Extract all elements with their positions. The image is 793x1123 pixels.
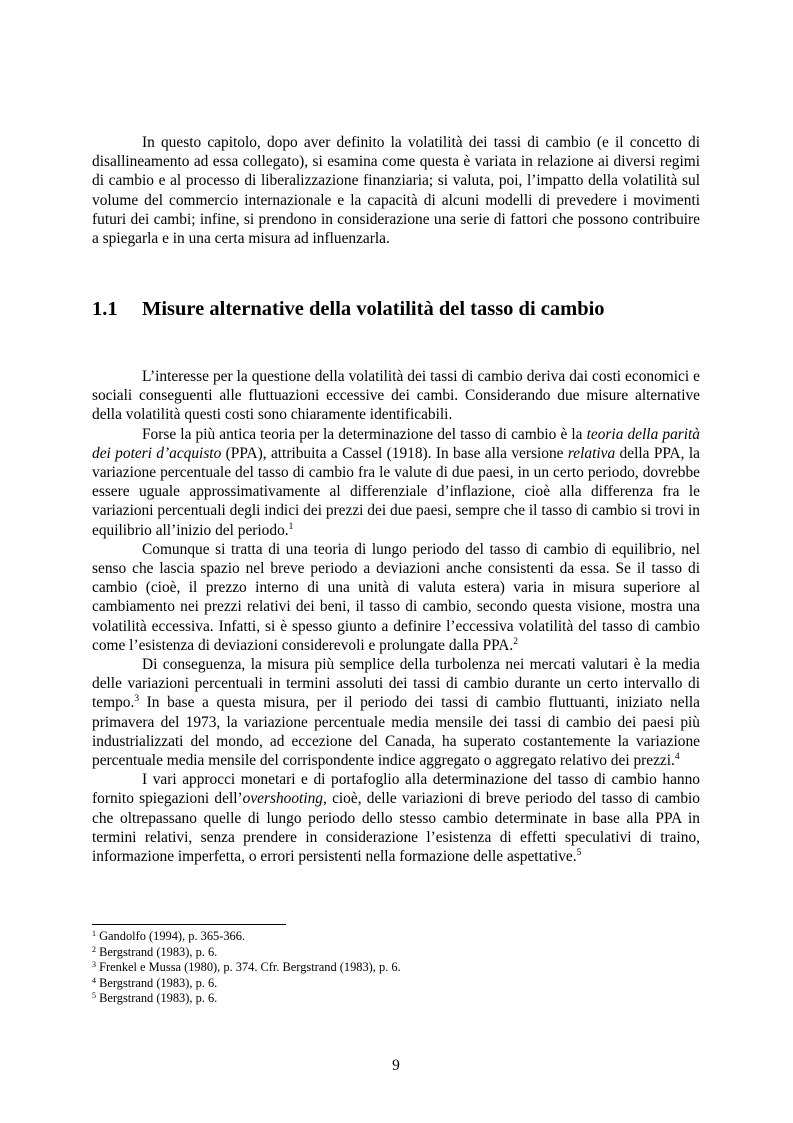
footnote — [92, 976, 700, 992]
footnote-text: Frenkel e Mussa (1980), p. 374. Cfr. Bergstrand (1983), p. 6. — [99, 960, 401, 975]
footnote-number: 4 — [92, 975, 96, 985]
footnote-ref[interactable]: 4 — [674, 752, 680, 763]
section-title: Misure alternative della volatilità del tasso di cambio — [142, 298, 605, 320]
text-run: I vari approcci monetari e di portafoglio alla determinazione del tasso di cambio hanno fornito spiegazioni dell’ — [92, 771, 700, 808]
footnote — [92, 991, 700, 1007]
section-heading — [92, 296, 700, 322]
footnote-number: 2 — [92, 944, 96, 954]
footnote-number: 1 — [92, 929, 96, 938]
section-number: 1.1 — [92, 298, 118, 320]
paragraph-4 — [92, 655, 700, 770]
footnote — [92, 960, 700, 976]
footnote-text: Bergstrand (1983), p. 6. — [99, 944, 218, 959]
paragraph-1: L’interesse per la questione della volatilità dei tassi di cambio deriva dai costi economici e sociali conseguenti alle fluttuazioni eccessive dei cambi. Considerando due misure alternative della volatilità questi costi sono chiaramente identificabili. — [92, 368, 700, 424]
footnote-text: Bergstrand (1983), p. 6. — [99, 991, 218, 1006]
body-text — [92, 367, 700, 866]
footnote-ref[interactable]: 1 — [288, 521, 294, 532]
text-run: Comunque si tratta di una teoria di lungo periodo del tasso di cambio di equilibrio, nel senso che lascia spazio nel breve periodo a deviazioni anche consistenti da essa. Se il tasso di cambio (cioè, il prezzo interno di una unità di valuta estera) varia in misura superiore al cambiamento nei prezzi relativi dei beni, il tasso di cambio, secondo questa visione, mostra una volatilità eccessiva. Infatti, si è spesso giunto a definire l’eccessiva volatilità del tasso di cambio come l’esistenza di deviazioni considerevoli e prolungate dalla PPA. — [92, 540, 700, 654]
page-number: 9 — [392, 1057, 400, 1074]
italic-term: overshooting — [242, 790, 323, 808]
italic-term: teoria della parità dei poteri d’acquisto — [92, 425, 700, 462]
italic-term: relativa — [567, 444, 616, 462]
paragraph-2 — [92, 425, 700, 540]
footnote-number: 5 — [92, 991, 96, 1001]
intro-paragraph: In questo capitolo, dopo aver definito la volatilità dei tassi di cambio (e il concetto di disallineamento ad essa collegato), si esamina come questa è variata in relazione ai diversi regimi di cambio e al processo di liberalizzazione finanziaria; si valuta, poi, l’impatto della volatilità sul volume del commercio internazionale e la capacità di alcuni modelli di prevedere i movimenti futuri dei cambi; infine, si prendono in considerazione una serie di fattori che possono contribuire a spiegarla e in una certa misura ad influenzarla. — [92, 134, 700, 248]
text-run: In base a questa misura, per il periodo dei tassi di cambio fluttuanti, iniziato nella primavera del 1973, la variazione percentuale media mensile dei tassi di cambio dei paesi più industrializzati del mondo, ad eccezione del Canada, ha superato costantemente la variazione percentuale media mensile del corrispondente indice aggregato o aggregato relativo dei prezzi. — [92, 694, 700, 770]
footnote — [92, 929, 700, 945]
intro-section — [92, 133, 700, 248]
footnote-text: Bergstrand (1983), p. 6. — [99, 975, 218, 990]
footnotes — [92, 929, 700, 1007]
footnote — [92, 945, 700, 961]
footnote-text: Gandolfo (1994), p. 365-366. — [99, 929, 246, 943]
text-run: Forse la più antica teoria per la determinazione del tasso di cambio è la — [142, 425, 587, 443]
paragraph-3 — [92, 540, 700, 655]
text-run: Di conseguenza, la misura più semplice della turbolenza nei mercati valutari è la media delle variazioni percentuali in termini assoluti dei tassi di cambio durante un certo intervallo di tempo. — [92, 656, 700, 712]
text-run: , cioè, delle variazioni di breve periodo del tasso di cambio che oltrepassano quelle di lungo periodo dello stesso cambio determinate in base alla PPA in termini relativi, senza prendere in considerazione l’esistenza di effetti speculativi di traino, informazione imperfetta, o errori persistenti nella formazione delle aspettative. — [92, 790, 700, 866]
text-run: della PPA, la variazione percentuale del tasso di cambio fra le valute di due paesi, in un certo periodo, dovrebbe essere uguale approssimativamente al differenziale d’inflazione, cioè alla differenza fra le variazioni percentuali degli indici dei prezzi dei due paesi, sempre che il tasso di cambio si trovi in equilibrio all’inizio del periodo. — [92, 444, 700, 539]
footnote-number: 3 — [92, 960, 96, 970]
footnote-ref[interactable]: 2 — [513, 636, 519, 647]
footnote-divider — [92, 924, 286, 925]
footnote-ref[interactable]: 5 — [576, 848, 582, 859]
text-run: (PPA), attribuita a Cassel (1918). In base alla versione — [221, 444, 568, 462]
paragraph-5 — [92, 770, 700, 866]
footnote-ref[interactable]: 3 — [134, 694, 140, 705]
